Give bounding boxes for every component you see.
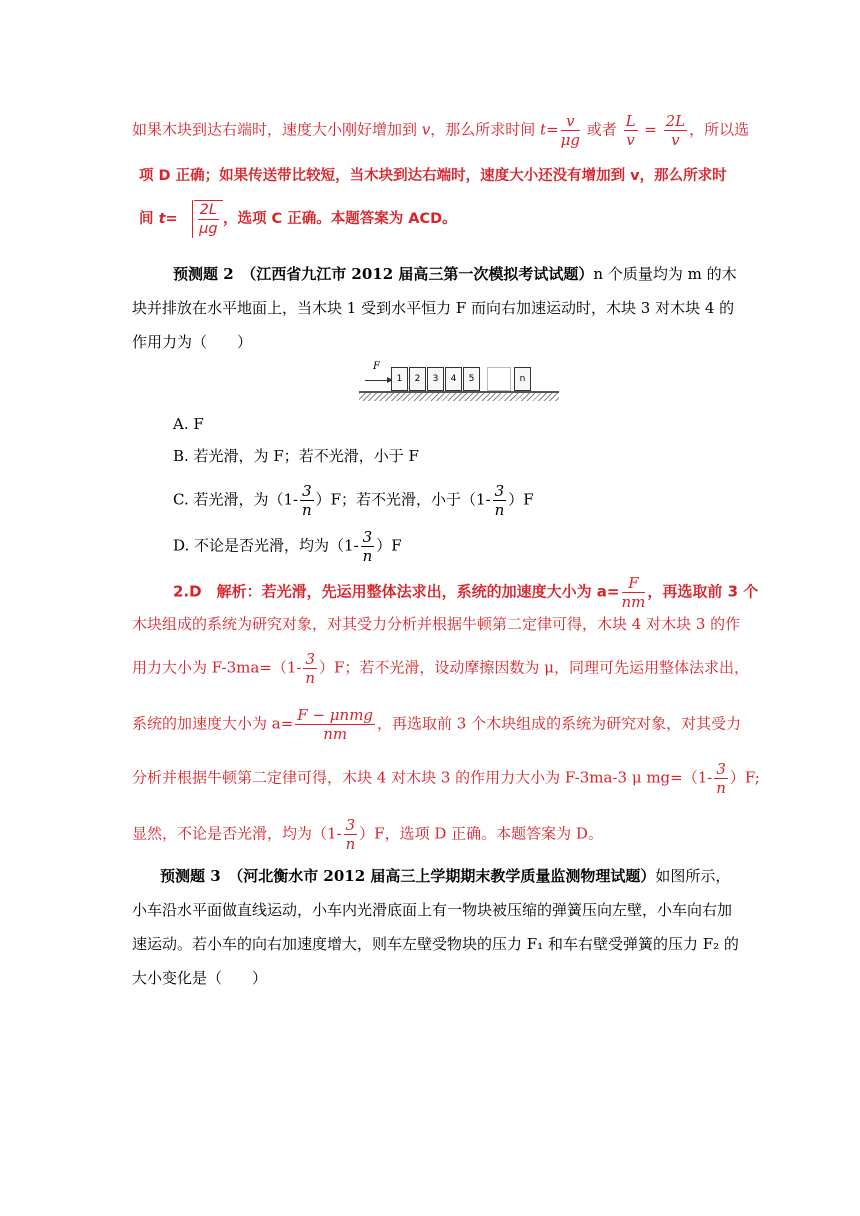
text: ）F，选项 D 正确。本题答案为 D。 xyxy=(359,824,603,843)
var-t: t= xyxy=(540,120,559,139)
denominator: n xyxy=(716,779,726,797)
text: ，选项 C 正确。本题答案为 ACD。 xyxy=(222,211,457,227)
question-2-line-1 xyxy=(173,264,737,284)
question-3-line-1 xyxy=(160,866,730,886)
text: 用力大小为 F-3ma=（1- xyxy=(132,658,302,677)
numerator: 3 xyxy=(716,760,726,778)
text: n 个质量均为 m 的木 xyxy=(593,265,737,283)
denominator: μg xyxy=(560,131,581,149)
text: 或者 xyxy=(582,120,622,139)
var-t: t= xyxy=(158,211,178,227)
ground xyxy=(359,391,559,401)
solution-2-line-3 xyxy=(132,650,749,687)
numerator: L xyxy=(625,112,636,130)
question-source: （河北衡水市 2012 届高三上学期期末教学质量监测物理试题） xyxy=(235,867,656,885)
text: ）F xyxy=(508,490,534,509)
denominator: μg xyxy=(199,221,218,237)
question-source: （江西省九江市 2012 届高三第一次模拟考试试题） xyxy=(248,265,594,283)
question-2-line-3: 作用力为（ ） xyxy=(132,333,253,351)
numerator: 3 xyxy=(302,482,312,500)
solution-2-line-6 xyxy=(132,816,603,853)
text: 显然，不论是否光滑，均为（1- xyxy=(132,824,342,843)
fraction-2L-v xyxy=(664,112,688,149)
block: n xyxy=(514,367,531,391)
numerator: v xyxy=(561,112,580,131)
text: 2.D 解析：若光滑，先运用整体法求出，系统的加速度大小为 a= xyxy=(173,582,620,601)
numerator: 3 xyxy=(494,482,505,500)
denominator: n xyxy=(345,835,356,853)
block: 2 xyxy=(409,367,426,391)
numerator: 3 xyxy=(305,650,316,668)
fraction-2L-mug xyxy=(198,201,219,238)
denominator: v xyxy=(626,131,635,149)
question-label: 预测题 3 xyxy=(160,867,221,885)
solution-2-line-4 xyxy=(132,706,741,743)
text: 分析并根据牛顿第二定律可得，木块 4 对木块 3 的作用力大小为 F-3ma-3 μ mg=（1- xyxy=(132,768,713,787)
blocks-figure xyxy=(359,359,559,403)
denominator: n xyxy=(305,669,316,687)
fraction-3-n xyxy=(361,528,375,565)
force-label: F xyxy=(373,361,380,372)
denominator: v xyxy=(671,131,680,149)
denominator: n xyxy=(302,501,312,519)
numerator: F − μnmg xyxy=(297,706,374,724)
numerator: 3 xyxy=(345,816,356,834)
text: ）F；若不光滑，设动摩擦因数为 μ，同理可先运用整体法求出， xyxy=(319,658,749,677)
solution-2-line-5 xyxy=(132,760,760,797)
solution-line-3 xyxy=(139,200,457,238)
block-gap xyxy=(487,367,511,391)
numerator: 2L xyxy=(199,202,217,218)
fraction-3-n xyxy=(344,816,358,853)
var-v: v xyxy=(421,120,431,139)
fraction-F-nm xyxy=(622,574,646,611)
solution-line-1 xyxy=(132,112,749,149)
solution-line-2: 项 D 正确；如果传送带比较短，当木块到达右端时，速度大小还没有增加到 v，那么所求时 xyxy=(139,168,727,184)
text: 如果木块到达右端时，速度大小刚好增加到 xyxy=(132,120,422,139)
fraction-3-n xyxy=(493,482,507,519)
numerator: 2L xyxy=(665,112,686,130)
text: C. 若光滑，为（1- xyxy=(173,490,299,509)
solution-2-line-1 xyxy=(173,574,758,611)
text: ，再选取前 3 个木块组成的系统为研究对象，对其受力 xyxy=(377,714,742,733)
numerator: F xyxy=(622,574,646,593)
text: ）F；若不光滑，小于（1- xyxy=(315,490,491,509)
fraction-friction xyxy=(295,706,375,743)
numerator: 3 xyxy=(362,528,373,546)
question-3-line-3: 速运动。若小车的向右加速度增大，则车左壁受物块的压力 F₁ 和车右壁受弹簧的压力 F₂ 的 xyxy=(132,935,739,953)
option-c xyxy=(173,482,534,519)
block: 5 xyxy=(463,367,480,391)
fraction-3-n xyxy=(714,760,728,797)
question-2-line-2: 块并排放在水平地面上，当木块 1 受到水平恒力 F 而向右加速运动时，木块 3 对木块 4 的 xyxy=(132,299,735,317)
option-a: A. F xyxy=(173,415,204,433)
fraction-3-n xyxy=(300,482,314,519)
force-arrow-icon xyxy=(365,380,391,381)
fraction-L-v xyxy=(624,112,638,149)
block: 1 xyxy=(391,367,408,391)
denominator: n xyxy=(362,547,373,565)
text: ，那么所求时间 xyxy=(430,120,541,139)
text: D. 不论是否光滑，均为（1- xyxy=(173,536,359,555)
denominator: nm xyxy=(621,593,646,611)
text: 间 xyxy=(139,211,159,227)
equals: = xyxy=(639,120,662,139)
text: ）F; xyxy=(729,768,760,787)
question-3-line-2: 小车沿水平面做直线运动，小车内光滑底面上有一物块被压缩的弹簧压向左壁，小车向右加 xyxy=(132,901,733,919)
text: ）F xyxy=(376,536,402,555)
sqrt-2L-mug xyxy=(178,200,223,238)
fraction-v-mug xyxy=(561,112,580,149)
denominator: nm xyxy=(323,725,348,743)
text: ，再选取前 3 个 xyxy=(647,582,759,601)
text: ，所以选 xyxy=(689,120,750,139)
text: 如图所示， xyxy=(655,867,731,885)
block: 4 xyxy=(445,367,462,391)
solution-2-line-2: 木块组成的系统为研究对象，对其受力分析并根据牛顿第二定律可得，木块 4 对木块 3 的作 xyxy=(132,615,741,633)
block: 3 xyxy=(427,367,444,391)
denominator: n xyxy=(494,501,505,519)
question-3-line-4: 大小变化是（ ） xyxy=(132,969,268,987)
option-d xyxy=(173,528,402,565)
question-label: 预测题 2 xyxy=(173,265,234,283)
text: 系统的加速度大小为 a= xyxy=(132,714,294,733)
fraction-3-n xyxy=(303,650,317,687)
option-b: B. 若光滑，为 F；若不光滑，小于 F xyxy=(173,447,419,465)
